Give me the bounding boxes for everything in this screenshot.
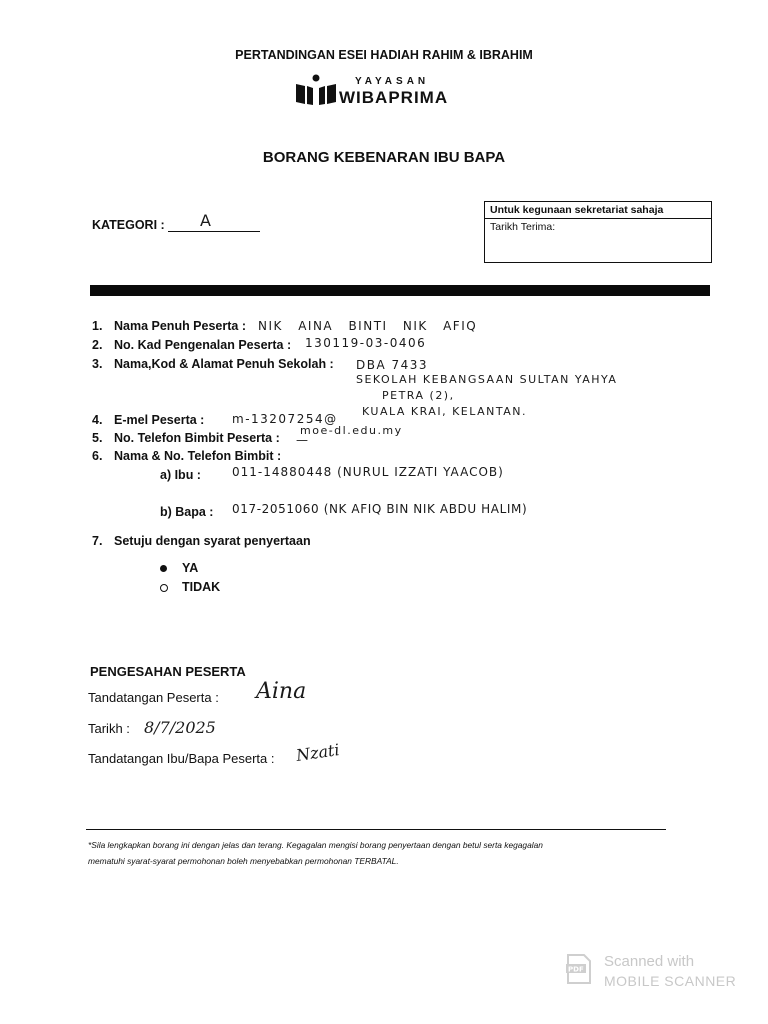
consent-yes-label: YA — [182, 561, 199, 575]
competition-title: PERTANDINGAN ESEI HADIAH RAHIM & IBRAHIM — [235, 48, 533, 62]
item-email-label — [92, 413, 204, 427]
item-number: 5. — [92, 431, 103, 445]
divider-bar — [90, 285, 710, 296]
kategori-value: A — [200, 211, 213, 230]
label-text: Nama Penuh Peserta : — [114, 319, 246, 333]
mother-value: 011-14880448 (NURUL IZZATI YAACOB) — [232, 465, 504, 479]
logo — [293, 72, 473, 108]
school-address: KUALA KRAI, KELANTAN. — [362, 405, 527, 418]
item-school-label — [92, 357, 334, 371]
item-number: 7. — [92, 534, 103, 548]
logo-mark-icon — [293, 72, 339, 106]
participant-email-domain: moe-dl.edu.my — [300, 424, 403, 437]
participant-phone: — — [296, 433, 310, 447]
participant-signature: Aina — [256, 679, 307, 704]
secretariat-title: Untuk kegunaan sekretariat sahaja — [485, 202, 711, 219]
label-text: Nama & No. Telefon Bimbit : — [114, 449, 282, 463]
consent-no-label: TIDAK — [182, 580, 221, 594]
participant-signature-label: Tandatangan Peserta : — [88, 690, 219, 705]
item-number: 2. — [92, 338, 103, 352]
secretariat-received: Tarikh Terima: — [490, 221, 556, 233]
label-text: No. Telefon Bimbit Peserta : — [114, 431, 280, 445]
validation-title: PENGESAHAN PESERTA — [90, 664, 246, 679]
label-text: E-mel Peserta : — [114, 413, 205, 427]
footnote-divider — [86, 829, 666, 830]
item-guardians-label — [92, 449, 281, 463]
label-text: Setuju dengan syarat penyertaan — [114, 534, 311, 548]
item-number: 6. — [92, 449, 103, 463]
item-name-label — [92, 319, 246, 333]
label-text: Nama,Kod & Alamat Penuh Sekolah : — [114, 357, 334, 371]
item-phone-label — [92, 431, 280, 445]
kategori-line — [168, 231, 260, 232]
participant-ic: 130119-03-0406 — [305, 336, 427, 350]
logo-bottom-text: WIBAPRIMA — [339, 88, 449, 107]
consent-yes-radio[interactable] — [160, 565, 167, 572]
item-number: 4. — [92, 413, 103, 427]
participant-email: m-13207254@ — [232, 412, 338, 426]
pdf-icon — [566, 954, 592, 984]
date-label: Tarikh : — [88, 721, 130, 736]
mother-label: a) Ibu : — [160, 468, 201, 482]
date-value: 8/7/2025 — [144, 718, 216, 737]
watermark — [566, 952, 756, 996]
item-consent-label — [92, 534, 311, 548]
item-number: 3. — [92, 357, 103, 371]
watermark-line1: Scanned with — [604, 953, 695, 970]
father-label: b) Bapa : — [160, 505, 214, 519]
footnote-line2: mematuhi syarat-syarat permohonan boleh menyebabkan permohonan TERBATAL. — [88, 856, 399, 866]
logo-top-text: YAYASAN — [355, 76, 430, 87]
parent-signature: Nzati — [294, 740, 341, 765]
school-name-line2: PETRA (2), — [382, 389, 455, 402]
item-number: 1. — [92, 319, 103, 333]
participant-name: NIK AINA BINTI NIK AFIQ — [258, 319, 478, 333]
item-ic-label — [92, 338, 291, 352]
parent-signature-label: Tandatangan Ibu/Bapa Peserta : — [88, 751, 275, 766]
father-value: 017-2051060 (NK AFIQ BIN NIK ABDU HALIM) — [232, 502, 528, 516]
label-text: No. Kad Pengenalan Peserta : — [114, 338, 292, 352]
svg-text:PDF: PDF — [568, 965, 584, 974]
watermark-line2: MOBILE SCANNER — [604, 973, 737, 989]
secretariat-box — [484, 201, 712, 263]
footnote-line1: *Sila lengkapkan borang ini dengan jelas dan terang. Kegagalan mengisi borang penyertaan dengan betul serta kegagalan — [88, 840, 543, 850]
school-code: DBA 7433 — [356, 358, 429, 372]
form-title: BORANG KEBENARAN IBU BAPA — [262, 149, 506, 166]
school-name-line1: SEKOLAH KEBANGSAAN SULTAN YAHYA — [356, 373, 618, 386]
kategori-label: KATEGORI : — [92, 218, 165, 232]
consent-no-radio[interactable] — [160, 584, 168, 592]
